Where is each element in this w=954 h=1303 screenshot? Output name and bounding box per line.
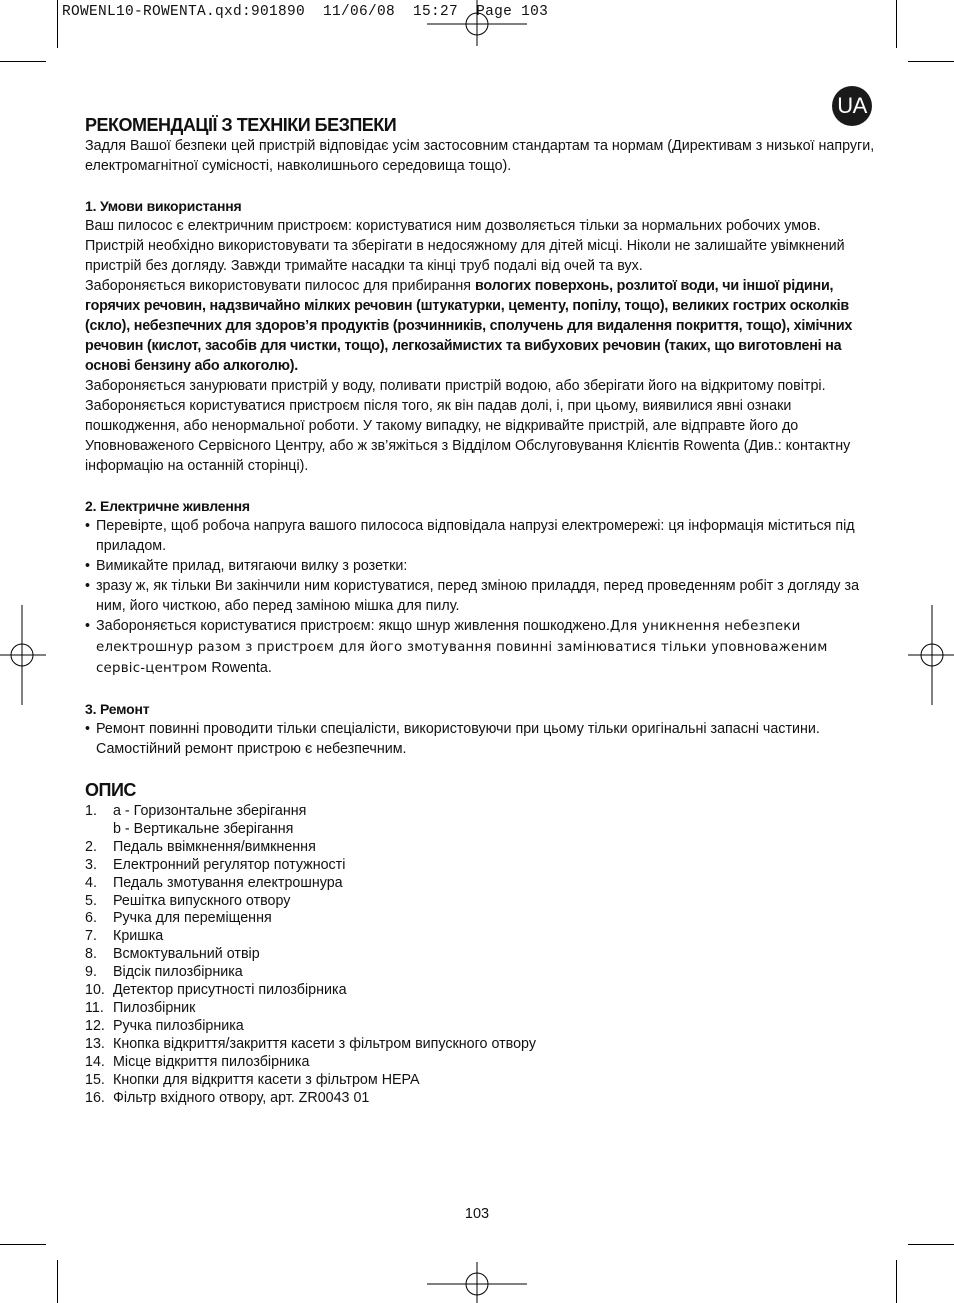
list-item: • Вимикайте прилад, витягаючи вилку з розетки: [85, 558, 408, 574]
section-1-paragraph-3 [85, 276, 875, 376]
list-item: 10. Детектор присутності пилозбірника [85, 982, 347, 999]
list-item: 6. Ручка для переміщення [85, 910, 272, 927]
section-1-paragraph-1: Ваш пилосос є електричним пристроєм: користуватися ним дозволяється тільки за нормальних робочих умов. [85, 218, 821, 234]
section-1-paragraph-5: Забороняється користуватися пристроєм після того, як він падав долі, і, при цьому, виявилися явні ознаки пошкодження, або ненормальної роботи. У такому випадку, не відкривайте пристрій, але відправте його до Уповноваженого Сервісного Центру, або ж зв’яжіться з Відділом Обслуговування Клієнтів Rowenta (Див.: контактну інформацію на останній сторінці). [85, 398, 851, 474]
section-1-paragraph-2: Пристрій необхідно використовувати та зберігати в недосяжному для дітей місці. Ніколи не залишайте увімкнений пристрій без догляду. Завжди тримайте насадки та кінці труб подалі від очей та вух. [85, 238, 845, 274]
bullet-icon: • [85, 618, 91, 634]
bullet-icon: • [85, 578, 91, 594]
list-item: 4. Педаль змотування електрошнура [85, 874, 343, 891]
list-item: 8. Всмоктувальний отвір [85, 946, 260, 963]
crop-mark-top-right [896, 0, 897, 48]
list-item: 14. Місце відкриття пилозбірника [85, 1053, 310, 1070]
bullet-icon: • [85, 721, 91, 737]
list-item: • зразу ж, як тільки Ви закінчили ним користуватися, перед зміною приладдя, перед проведенням робіт з догляду за ним, його чисткою, або перед заміною мішка для пилу. [85, 578, 860, 614]
crop-mark-bottom-right-h [908, 1244, 954, 1245]
registration-mark-left [0, 605, 46, 705]
list-item: b - Вертикальне зберігання [113, 820, 294, 837]
list-item: 2. Педаль ввімкнення/вимкнення [85, 838, 316, 855]
section-1-paragraph-4: Забороняється занурювати пристрій у воду, поливати пристрій водою, або зберігати його на відкритому повітрі. [85, 378, 826, 394]
language-badge: UA [832, 86, 872, 126]
list-item: 7. Кришка [85, 928, 164, 945]
section-1-paragraph-3-bold: вологих поверхонь, розлитої води, чи іншої рідини, горячих речовин, надзвичайно мілких речовин (штукатурки, цементу, попілу, тощо), великих гострих осколків (скло), небезпечних для здоров’я продуктів (розчинників, сполучень для видалення покриття, тощо), хімічних речовин (кислот, засобів для чистки, тощо), легкозаймистих та вибухових речовин (таких, що виготовлені на основі бензину або алкоголю). [85, 278, 853, 374]
list-item: 11. Пилозбірник [85, 999, 196, 1016]
list-item: 9. Відсік пилозбірника [85, 964, 243, 981]
safety-intro: Задля Вашої безпеки цей пристрій відповідає усім застосовним стандартам та нормам (Директивам з низької напруги, електромагнітної сумісності, навколишнього середовища тощо). [85, 138, 875, 174]
registration-mark-bottom [427, 1262, 527, 1303]
section-1-paragraph-3-start: Забороняється використовувати пилосос для прибирання [85, 278, 476, 294]
registration-mark-right [908, 605, 954, 705]
crop-mark-top-left-h [0, 61, 46, 62]
page-number: 103 [464, 1206, 490, 1222]
safety-title: РЕКОМЕНДАЦІЇ З ТЕХНІКИ БЕЗПЕКИ [85, 115, 397, 135]
list-item: 13. Кнопка відкриття/закриття касети з фільтром випускного отвору [85, 1035, 536, 1052]
bullet-icon: • [85, 558, 91, 574]
section-2-list [85, 516, 875, 679]
list-item: 1. a - Горизонтальне зберігання [85, 803, 307, 819]
list-item: • Забороняється користуватися пристроєм: якщо шнур живлення пошкоджено.Для уникнення небезпеки електрошнур разом з пристроєм для його змотування повинні замінюватися тільки уповноваженим сервіс-центром Rowenta. [85, 618, 828, 676]
description-list [85, 803, 875, 1107]
list-item: 12. Ручка пилозбірника [85, 1017, 244, 1034]
page-content [85, 114, 875, 1107]
section-3-list [85, 719, 875, 759]
section-2-heading: 2. Електричне живлення [85, 498, 250, 514]
crop-mark-top-left [57, 0, 58, 48]
list-item: 16. Фільтр вхідного отвору, арт. ZR0043 01 [85, 1089, 370, 1106]
print-slug: ROWENL10-ROWENTA.qxd:901890 11/06/08 15:27 Page 103 [62, 4, 549, 20]
crop-mark-bottom-right [896, 1260, 897, 1303]
list-item: • Ремонт повинні проводити тільки спеціалісти, використовуючи при цьому тільки оригінальні запасні частини. Самостійний ремонт пристрою є небезпечним. [85, 721, 820, 757]
registration-mark-top [427, 0, 527, 48]
list-item: • Перевірте, щоб робоча напруга вашого пилососа відповідала напрузі електромережі: ця інформація міститься під приладом. [85, 518, 855, 554]
crop-mark-bottom-left [57, 1260, 58, 1303]
list-item: 3. Електронний регулятор потужності [85, 856, 346, 873]
section-3-heading: 3. Ремонт [85, 701, 150, 717]
list-item: 5. Решітка випускного отвору [85, 892, 291, 909]
list-item: 15. Кнопки для відкриття касети з фільтром HEPA [85, 1071, 420, 1088]
section-1-heading: 1. Умови використання [85, 198, 242, 214]
description-title: ОПИС [85, 780, 136, 800]
crop-mark-bottom-left-h [0, 1244, 46, 1245]
bullet-icon: • [85, 518, 91, 534]
crop-mark-top-right-h [908, 61, 954, 62]
